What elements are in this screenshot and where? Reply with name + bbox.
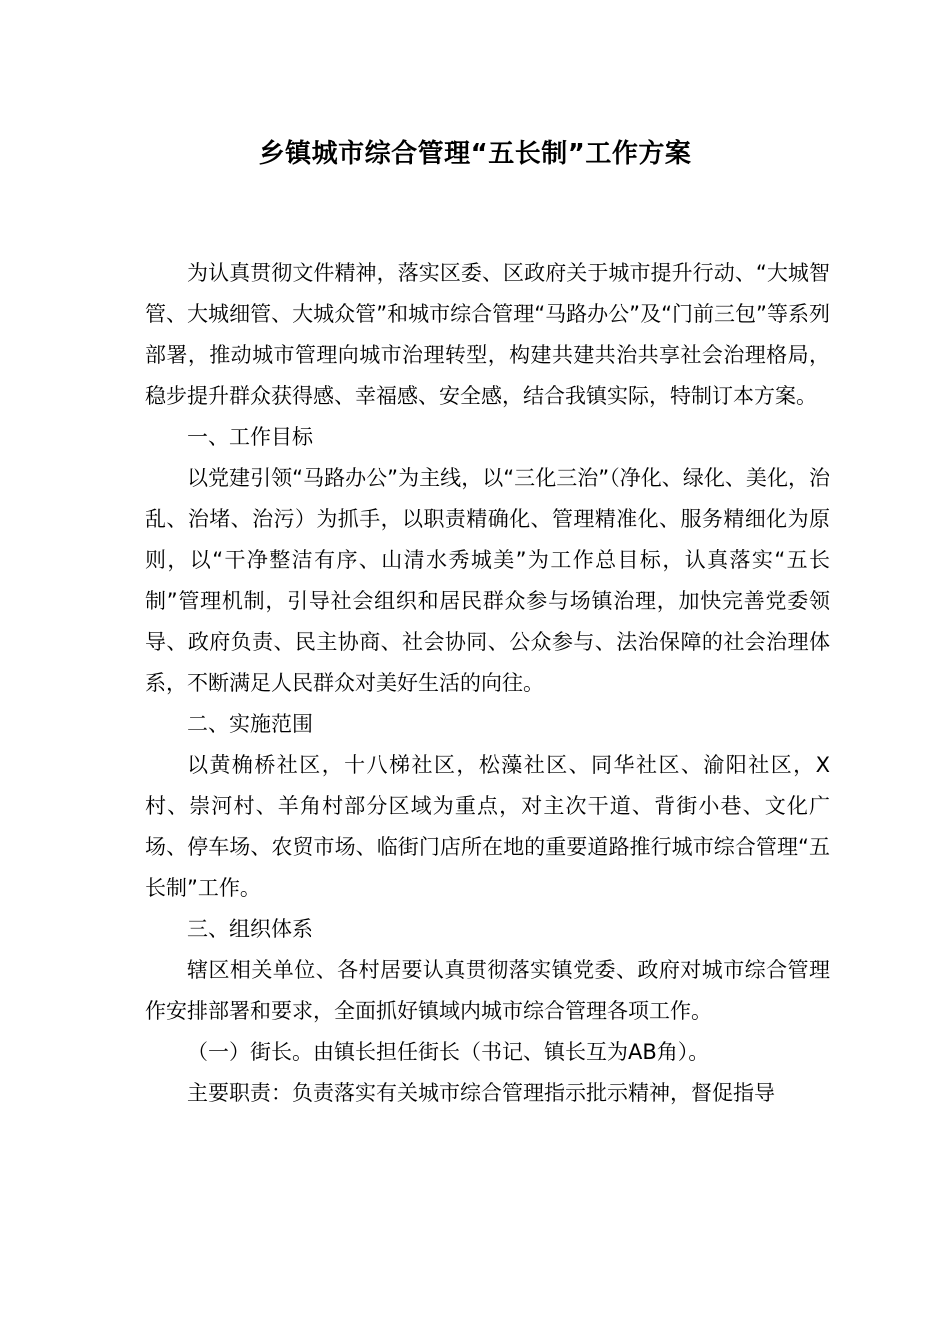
paragraph-scope: 以黄桷桥社区，十八梯社区，松藻社区、同华社区、渝阳社区，X村、崇河村、羊角村部分区域为重点，对主次干道、背街小巷、文化广场、停车场、农贸市场、临街门店所在地的重要道路推行城市综合管理“五长制”工作。 xyxy=(145,753,830,900)
paragraph-organization: 辖区相关单位、各村居要认真贯彻落实镇党委、政府对城市综合管理作安排部署和要求，全面抓好镇域内城市综合管理各项工作。 xyxy=(145,958,830,1023)
section-heading-organization: 三、组织体系 xyxy=(187,917,313,941)
paragraph-main-duties: 主要职责：负责落实有关城市综合管理指示批示精神，督促指导 xyxy=(187,1081,775,1105)
document-title: 乡镇城市综合管理“五长制”工作方案 xyxy=(258,139,692,169)
paragraph-intro: 为认真贯彻文件精神，落实区委、区政府关于城市提升行动、“大城智管、大城细管、大城众管”和城市综合管理“马路办公”及“门前三包”等系列部署，推动城市管理向城市治理转型，构建共建共治共享社会治理格局，稳步提升群众获得感、幸福感、安全感，结合我镇实际，特制订本方案。 xyxy=(145,261,830,408)
section-heading-goals: 一、工作目标 xyxy=(187,425,313,449)
document-body xyxy=(145,253,830,1114)
section-heading-scope: 二、实施范围 xyxy=(187,712,313,736)
paragraph-street-chief: （一）街长。由镇长担任街长（书记、镇长互为AB角）。 xyxy=(187,1040,710,1064)
paragraph-goals: 以党建引领“马路办公”为主线，以“三化三治”（净化、绿化、美化，治乱、治堵、治污）为抓手，以职责精确化、管理精准化、服务精细化为原则，以“干净整洁有序、山清水秀城美”为工作总目标，认真落实“五长制”管理机制，引导社会组织和居民群众参与场镇治理，加快完善党委领导、政府负责、民主协商、社会协同、公众参与、法治保障的社会治理体系，不断满足人民群众对美好生活的向往。 xyxy=(145,466,830,695)
